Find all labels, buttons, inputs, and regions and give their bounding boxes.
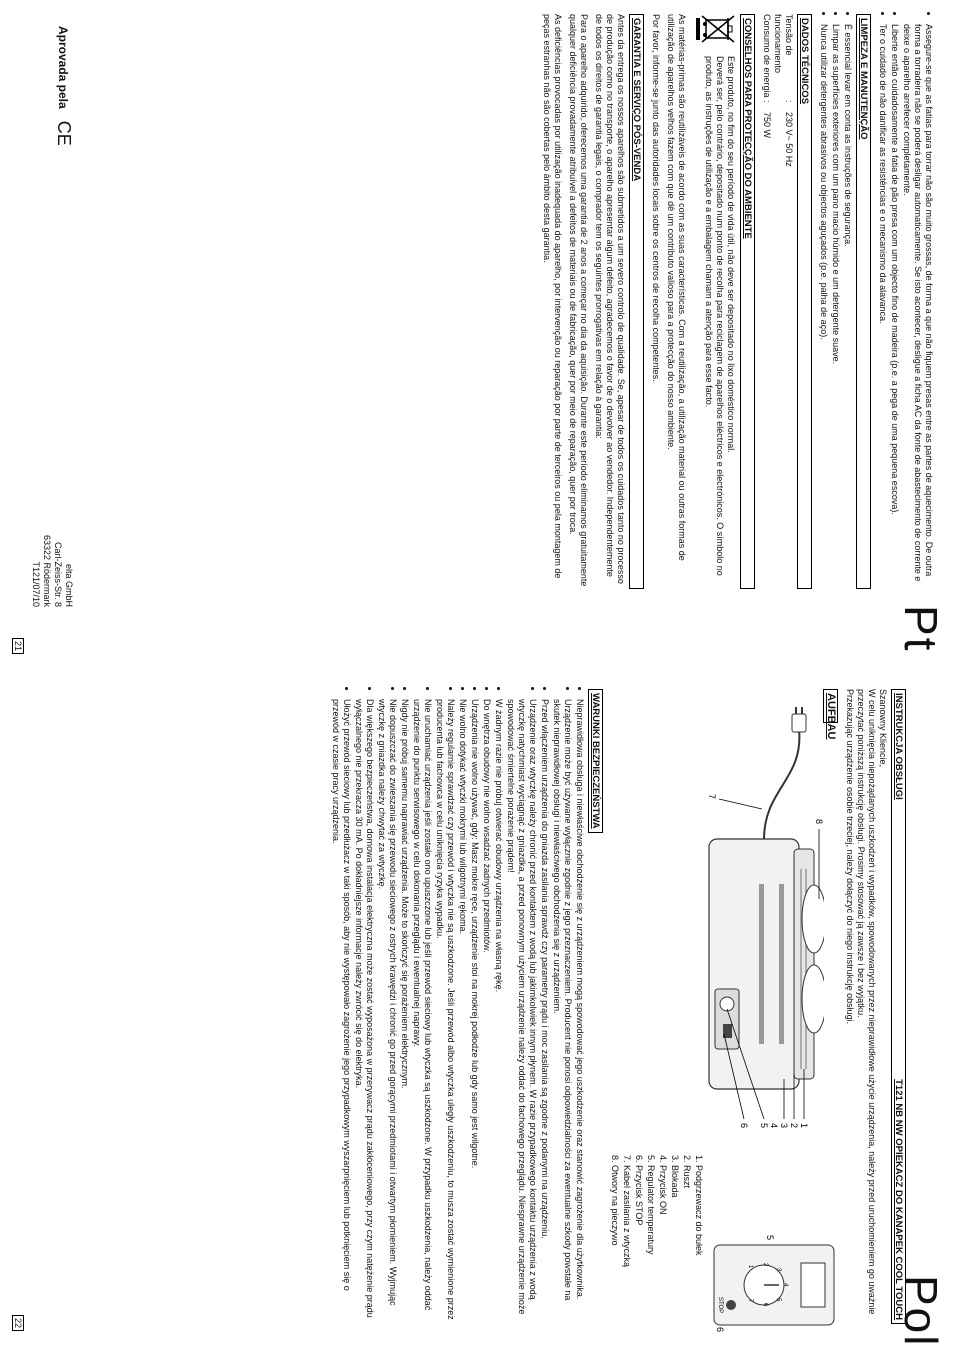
address-line: 63322 Rödermark [42, 535, 52, 608]
dial-number: 7 [747, 1299, 753, 1303]
crossed-bin-icon [693, 14, 736, 48]
callout-label: 5 [759, 1123, 769, 1129]
manual-header-left: INSTRUKCJA OBSŁUGI [893, 693, 904, 800]
list-item: 3. Blokada [670, 1155, 680, 1198]
dial-number: 4 [782, 1283, 788, 1287]
callout-label: 7 [707, 794, 717, 800]
list-item: • Urządzenia nie wolno używać, gdy: Masz mokre ręce, urządzenie stoi na mokrej podłodze lub gdy samo jest wilgotne. [469, 699, 480, 1324]
pt-toaster-bullets [877, 14, 934, 589]
list-item: • Dla większego bezpieczeństwa, domowa instalacja elektryczna może zostać wyposażona w przerywacz prądu zakłóceniowego, przy czym natężenie prądu wyłączalnego nie przekracza 30 mA. Po dokładniejsze informacje należy zwrócić się do elektryka. [353, 699, 375, 1324]
tech-value: 750 W [762, 112, 772, 139]
approved-label: Aprovada pela [56, 26, 71, 109]
pt-cleaning-list [818, 14, 853, 589]
tech-row-voltage [772, 14, 794, 589]
paragraph: Antes da entrega os nossos aparelhos são submetidos a um severo controlo de qualidade. Se, apesar de todos os cuidados tanto no processo de produção como no transporte, o aparelho apresentar algum defeito, agradecemos o favor de o devolver ao vendedor. Independentemente de todos os direitos de garantia legais, o comprador tem os seguintes prorrogativas em relação à garantia: [594, 14, 626, 584]
pl-column-top [820, 689, 912, 1324]
tech-key: Tensão de funcionamento [773, 14, 794, 74]
list-item: • Nigdy nie próbuj samemu naprawiać urządzenia. Może to skończyć się porażeniem elektrycznym. [399, 699, 410, 1324]
list-item: • Urządzenie może być używane wyłącznie zgodnie z jego przeznaczeniem. Producent nie ponosi odpowiedzialności za ewentualne szkody powstałe na skutek nieprawidłowej obsługi i niewłaściwego obchodzenia się z urządzeniem. [551, 699, 573, 1324]
list-item: • Ter o cuidado de não danificar as resistências e o mecanismo da alavanca. [877, 24, 888, 589]
list-item: • É essencial levar em conta as instruções de segurança. [842, 24, 853, 589]
address-line: elta GmbH [64, 564, 74, 608]
address-line: T121/07/10 [31, 561, 41, 608]
list-item: • Należy regularnie sprawdzać czy przewód i wtyczka nie są uszkodzone. Jeśli przewód albo wtyczka uległy uszkodzeniu, to musza zostać wymienione przez producenta lub fachowca w celu uniknięcia ryzyka wypadku. [434, 699, 456, 1324]
list-item: • Assegure-se que as fatias para torrar não são muito grossas, de forma a que não fiquem presas entre as partes de aquecimento. De outra forma a torradeira não se poderá desligar automaticamente. Se isto acontecer, desligue a ficha AC da fonte de abastecimento de corrente e deixe o aparelho arrefecer completamente. [901, 24, 934, 589]
callout-label: 4 [769, 1123, 779, 1129]
manual-header-bar [891, 689, 906, 1324]
tech-colon: : [784, 100, 794, 103]
paragraph: Para o aparelho adquirido, oferecemos uma garantia de 2 anos a começar no dia da aquisição. Durante este período eliminamos gratuitamente qualquer deficiência provadamente atribuível a defeitos de materiais ou de fabricação, quer por meio de reparação, quer por troca. [568, 14, 589, 587]
paragraph: Szanowny Kliencie, [878, 689, 888, 768]
callout-label: 8 [814, 819, 824, 825]
tech-row-power [761, 14, 772, 589]
address-line: Carl-Zeiss-Str. 8 [53, 542, 63, 608]
list-item: • Liberte então cuidadosamente a fatia de pão presa com um objecto fino de madeira (p.e. a pega de uma pequena escova). [889, 24, 900, 589]
list-item: • Ułożyć przewód sieciowy lub przedłużacz w taki sposób, aby nie występowało zagrożenie jego przypadkowym wyszarpnięciem lub potknięciem się o przewód w czasie pracy urządzenia. [330, 699, 352, 1324]
weee-notice [693, 14, 736, 589]
list-item: 4. Przycisk ON [658, 1155, 668, 1215]
dial-number: 5 [775, 1298, 781, 1302]
list-item: • Nieprawidłowa obsługa i niewłaściwe obchodzenie się z urządzeniem mogą spowodować jego uszkodzenie oraz stanowić zagrożenie dla użytkownika. [574, 699, 585, 1324]
dial-number: 3 [775, 1268, 781, 1272]
manual-header-right: T121 NB NW OPIEKACZ DO KANAPEK COOL TOUCH [893, 1079, 904, 1320]
stop-label: STOP [717, 1297, 723, 1314]
callout-label: 5 [765, 1235, 775, 1241]
tech-value: 230 V~ 50 Hz [784, 112, 794, 167]
list-item: • Nunca utilizar detergentes abrasivos ou objectos aguçados (p.e. palha de aço). [818, 24, 829, 589]
pl-safety-column [329, 689, 609, 1324]
section-title-warranty: GARANTIA E SERVIÇO PÓS-VENDA [629, 14, 644, 589]
manufacturer-address [30, 535, 74, 607]
section-title-tech-data: DADOS TÉCNICOS [797, 14, 812, 589]
approval-mark [53, 26, 74, 146]
list-item: • Nie uruchamiać urządzenia jeśli zostało ono upuszczone lub jeśli przewód sieciowy lub wtyczka są uszkodzone. W przypadku uszkodzenia, należy oddać urządzenie do punktu serwisowego w celu dokonania przeglądu i ewentualnej naprawy. [411, 699, 433, 1324]
parts-list [608, 1155, 704, 1267]
section-title-safety: WARUNKI BEZPIECZEŃSTWA [588, 689, 603, 833]
paragraph: Przekazując urządzenie osobie trzeciej, należy dołączyć do niego instrukcję obsługi. [845, 689, 855, 1025]
list-item: • W żadnym razie nie próbuj otwierać obudowy urządzenia na własną rękę. [493, 699, 504, 1324]
list-item: 7. Kabel zasilania z wtyczką [622, 1155, 632, 1268]
list-item: • Urządzenie oraz wtyczkę należy chronić przed kontaktem z wodą lub jakimkolwiek innym płynem. W razie przypadkowego kontaktu urządzenia z wodą wtyczkę natychmiast wyciągnąć z gniazdka, a przed ponownym użyciem urządzenie należy oddać do fachowego przeglądu. Niesprawne urządzenie może spowodować śmiertelne porażenie prądem! [505, 699, 538, 1324]
list-item: • Limpar as superfícies exteriores com um pano macio húmido e um detergente suave. [830, 24, 841, 589]
paragraph: Deverá ser, pelo contrário, depositado num ponto de recolha para reciclagem de aparelhos eléctricos e electrónicos. O símbolo no produto, as instruções de utilização e a embalagem chamam a atenção para esse facto. [704, 56, 725, 576]
dial-number: 1 [747, 1265, 753, 1269]
list-item: • Przed włączeniem urządzenia do gniazda zasilania sprawdź czy parametry prądu i moc zasilania są zgodne z podanymi na urządzeniu. [539, 699, 550, 1324]
paragraph: W celu uniknięcia niepożądanych uszkodzeń i wypadków, spowodowanych przez nieprawidłowe użycie urządzenia, należy przed uruchomieniem go uważnie przeczytać poniższą instrukcję obsługi. Prosimy stosować ją zawsze i bez wyjątku. [856, 689, 877, 1315]
tech-colon: : [762, 100, 772, 103]
pt-column-top [537, 14, 934, 589]
page-number: 21 [12, 638, 24, 654]
list-item: • Do wnętrza obudowy nie wolno wsadzać żadnych przedmiotów. [481, 699, 492, 1324]
callout-label: 6 [739, 1123, 749, 1129]
tech-key: Consumo de energia [762, 14, 772, 98]
list-item: • Nie wolno dotykać wtyczki mokrymi lub wilgotnymi rękoma. [457, 699, 468, 1324]
paragraph: Por favor, informe-se junto das autoridades locais sobre os centros de recolha competentes. [651, 14, 661, 382]
paragraph: Este produto, no fim do seu período de vida útil, não deve ser depositado no lixo doméstico normal. [726, 56, 736, 453]
paragraph: As matérias-primas são reutilizáveis de acordo com as suas características. Com a reutilização, a utilização material ou outras formas de utilização de aparelhos velhos fazem com que dê um contributo valioso para a protecção do nosso ambiente. [666, 14, 687, 561]
language-heading-pl: Pol [895, 1275, 947, 1348]
section-title-build: AUFBAU [823, 689, 838, 723]
language-heading-pt: Pt [895, 605, 947, 653]
callout-label: 3 [779, 1123, 789, 1129]
ce-mark: CE [54, 120, 74, 146]
dial-number: 2 [762, 1263, 768, 1267]
list-item: 6. Przycisk STOP [634, 1155, 644, 1226]
callout-label: 2 [789, 1123, 799, 1129]
toaster-diagram [694, 689, 824, 1149]
list-item: 8. Otwory na pieczywo [610, 1155, 620, 1246]
list-item: 1. Podgrzewacz do bułek [694, 1155, 704, 1256]
list-item: 2. Ruszt [682, 1155, 692, 1189]
safety-list [330, 689, 585, 1324]
callout-label: 6 [715, 1327, 725, 1333]
temperature-dial-detail [709, 1235, 839, 1335]
weee-text [693, 56, 736, 589]
paragraph: As deficiências provocadas por utilização inadequada do aparelho, por intervenção ou reparação por parte de terceiros ou pela montagem de peças estranhas não são cobertas pelo âmbito desta garantia. [542, 14, 563, 579]
section-title-cleaning: LIMPEZA E MANUTENÇÃO [856, 14, 871, 589]
page-number: 22 [12, 1315, 24, 1331]
section-title-environment: CONSELHOS PARA PROTECÇÃO DO AMBIENTE [740, 14, 755, 589]
page-polish [0, 675, 954, 1350]
list-item: • Nie dopuszczać do zwieszania się przewodu sieciowego z ostrych krawędzi i chronić go przed gorącymi przedmiotami i otwartym płomieniem. Wyjmując wtyczkę z gniazdka należy chwytać za wtyczkę. [376, 699, 398, 1324]
callout-label: 1 [799, 1123, 809, 1129]
dial-number: 6 [762, 1303, 768, 1307]
list-item: 5. Regulator temperatury [646, 1155, 656, 1255]
